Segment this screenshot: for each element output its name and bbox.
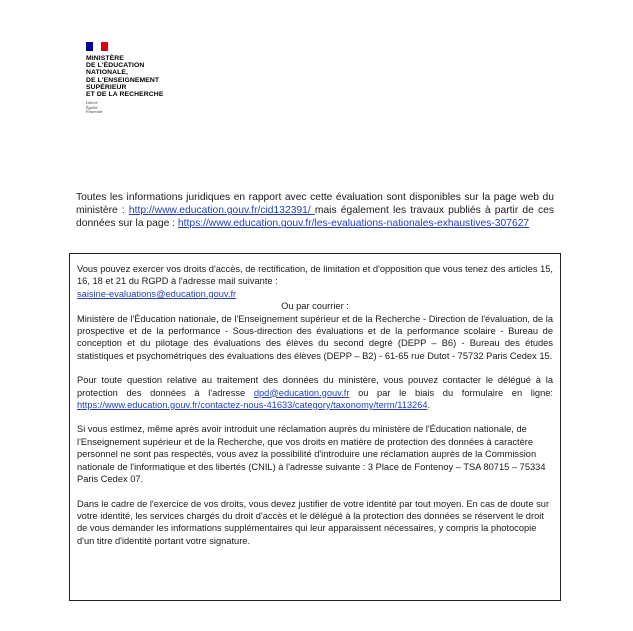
flag-red-stripe xyxy=(101,42,108,51)
ministry-line: SUPÉRIEUR xyxy=(86,83,127,91)
ministry-name xyxy=(86,55,163,98)
ministry-line: ET DE LA RECHERCHE xyxy=(86,91,164,99)
ministry-line: DE L'ENSEIGNEMENT xyxy=(86,76,160,84)
republic-motto xyxy=(86,101,163,115)
ministry-line: NATIONALE, xyxy=(86,69,129,77)
dpd-email-link[interactable]: dpd@education.gouv.fr xyxy=(253,387,350,398)
evaluations-page-link[interactable]: https://www.education.gouv.fr/les-evaluations-nationales-exhaustives-307627 xyxy=(177,218,530,230)
data-rights-box xyxy=(69,253,561,601)
ministry-line: DE L'ÉDUCATION xyxy=(86,62,145,70)
flag-white-stripe xyxy=(93,42,100,51)
intro-text: mais également les travaux publiés à partir de ces données sur la page : xyxy=(76,205,554,230)
contact-form-link[interactable]: https://www.education.gouv.fr/contactez-nous-41633/category/taxonomy/term/113264 xyxy=(77,400,428,411)
intro-text: Toutes les informations juridiques en rapport avec cette évaluation sont disponibles sur la page web du ministère : xyxy=(76,192,554,217)
rights-text: Vous pouvez exercer vos droits d'accès, de rectification, de limitation et d'opposition que vous tenez des articles 15, 16, 18 et 21 du RGPD à l'adresse mail suivante : xyxy=(77,264,553,287)
flag-blue-stripe xyxy=(86,42,93,51)
rights-paragraph xyxy=(77,263,553,362)
mail-intro: Ou par courrier : xyxy=(281,301,349,312)
motto-line: Liberté xyxy=(86,100,98,106)
postal-address: Ministère de l'Éducation nationale, de l'Enseignement supérieur et de la Recherche - Direction de l'évaluation, de la prospective et de la performance - Sous-direction des évaluations et de la performance scolaire - Bureau de conception et du pilotage des évaluations des élèves du second degré (DEPP – B6) - Bureau des études statistiques et psychométriques des évaluations des élèves (DEPP – B2) - 61-65 rue Dutot - 75732 Paris Cedex 15. xyxy=(77,313,553,361)
french-flag-icon xyxy=(86,42,108,51)
dpo-paragraph xyxy=(77,374,553,411)
identity-paragraph: Dans le cadre de l'exercice de vos droits, vous devez justifier de votre identité par tout moyen. En cas de doute sur votre identité, les services chargés du droit d'accès et le délégué à la protection des données se réservent le droit de vous demander les informations supplémentaires qui leur apparaissent nécessaires, y compris la photocopie d'un titre d'identité portant votre signature. xyxy=(77,498,550,546)
ministry-logo xyxy=(86,42,163,115)
motto-line: Égalité xyxy=(86,104,98,110)
ministry-page-link[interactable]: http://www.education.gouv.fr/cid132391/ xyxy=(128,205,315,217)
ministry-line: MINISTÈRE xyxy=(86,55,124,62)
intro-paragraph xyxy=(76,191,554,231)
dpo-text: . xyxy=(427,400,431,411)
motto-line: Fraternité xyxy=(86,109,103,115)
dpo-text: ou par le biais du formulaire en ligne: xyxy=(349,387,553,398)
cnil-paragraph: Si vous estimez, même après avoir introduit une réclamation auprès du ministère de l'Éducation nationale, de l'Enseignement supérieur et de la Recherche, que vos droits en matière de protection des données à caractère personnel ne sont pas respectés, vous avez la possibilité d'introduire une réclamation auprès de la Commission nationale de l'informatique et des libertés (CNIL) à l'adresse suivante : 3 Place de Fontenoy – TSA 80715 – 75334 Paris Cedex 07. xyxy=(77,424,546,485)
dpo-text: Pour toute question relative au traitement des données du ministère, vous pouvez contacter le délégué à la protection des données à l'adresse xyxy=(77,375,553,398)
saisine-email-link[interactable]: saisine-evaluations@education.gouv.fr xyxy=(77,288,237,299)
